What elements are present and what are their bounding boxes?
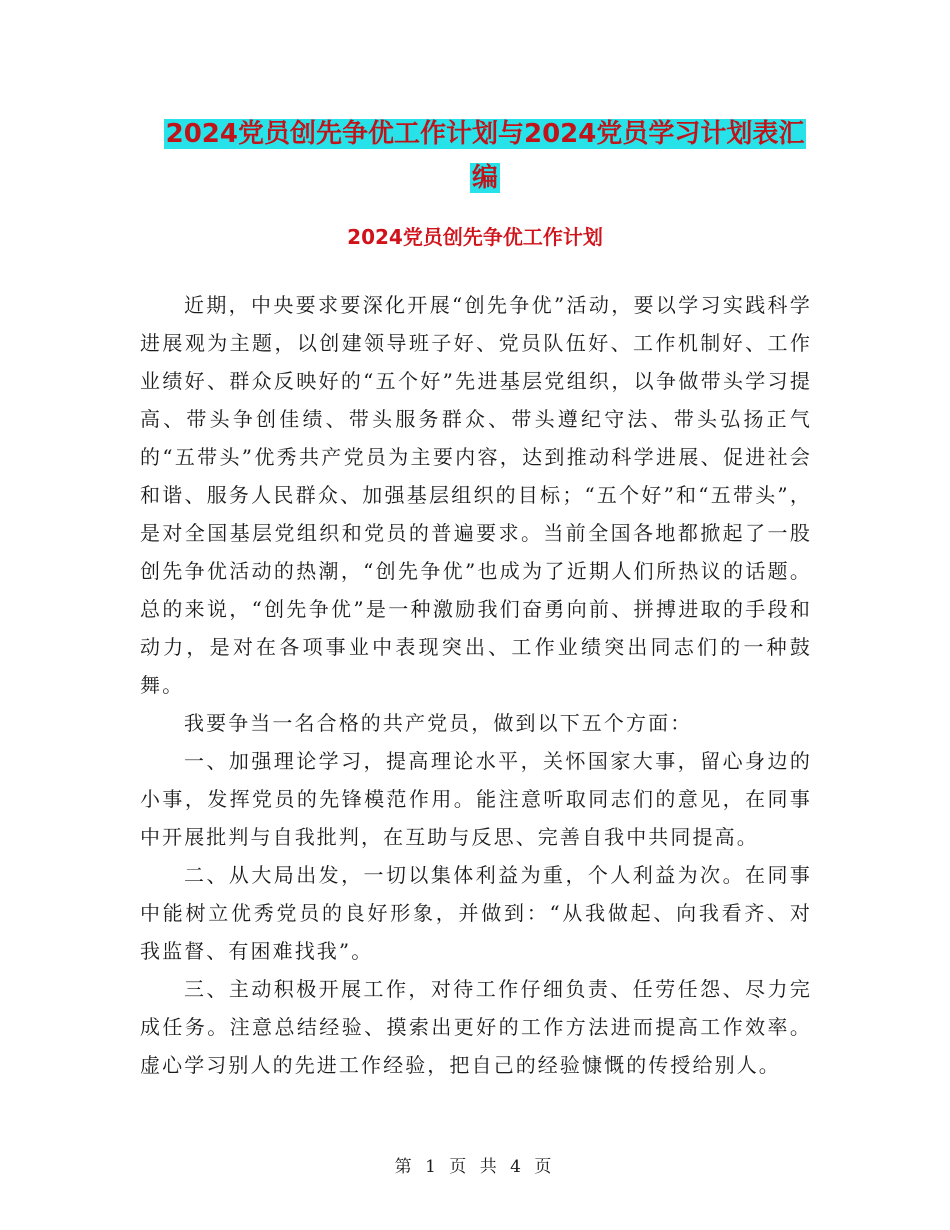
page-footer: 第 1 页 共 4 页 <box>394 1157 556 1177</box>
paragraph-point-3: 三、主动积极开展工作，对待工作仔细负责、任劳任怨、尽力完成任务。注意总结经验、摸索出更好的工作方法进而提高工作效率。虚心学习别人的先进工作经验，把自己的经验慷慨的传授给别人。 <box>140 977 812 1077</box>
paragraph-commitment: 我要争当一名合格的共产党员，做到以下五个方面： <box>184 711 693 735</box>
document-body <box>140 286 812 1084</box>
paragraph-point-1: 一、加强理论学习，提高理论水平，关怀国家大事，留心身边的小事，发挥党员的先锋模范作用。能注意听取同志们的意见，在同事中开展批判与自我批判，在互助与反思、完善自我中共同提高。 <box>140 749 812 849</box>
paragraph-intro: 近期，中央要求要深化开展“创先争优”活动，要以学习实践科学进展观为主题，以创建领导班子好、党员队伍好、工作机制好、工作业绩好、群众反映好的“五个好”先进基层党组织，以争做带头学习提高、带头争创佳绩、带头服务群众、带头遵纪守法、带头弘扬正气的“五带头”优秀共产党员为主要内容，达到推动科学进展、促进社会和谐、服务人民群众、加强基层组织的目标；“五个好”和“五带头”，是对全国基层党组织和党员的普遍要求。当前全国各地都掀起了一股创先争优活动的热潮，“创先争优”也成为了近期人们所热议的话题。总的来说，“创先争优”是一种激励我们奋勇向前、拼搏进取的手段和动力，是对在各项事业中表现突出、工作业绩突出同志们的一种鼓舞。 <box>140 293 812 697</box>
document-title-line-2: 编 <box>471 163 498 193</box>
document-title <box>140 112 830 200</box>
document-title-line-1: 2024党员创先争优工作计划与2024党员学习计划表汇 <box>165 119 805 149</box>
section-title: 2024党员创先争优工作计划 <box>347 225 603 249</box>
paragraph-point-2: 二、从大局出发，一切以集体利益为重，个人利益为次。在同事中能树立优秀党员的良好形象，并做到：“从我做起、向我看齐、对我监督、有困难找我”。 <box>140 863 812 963</box>
